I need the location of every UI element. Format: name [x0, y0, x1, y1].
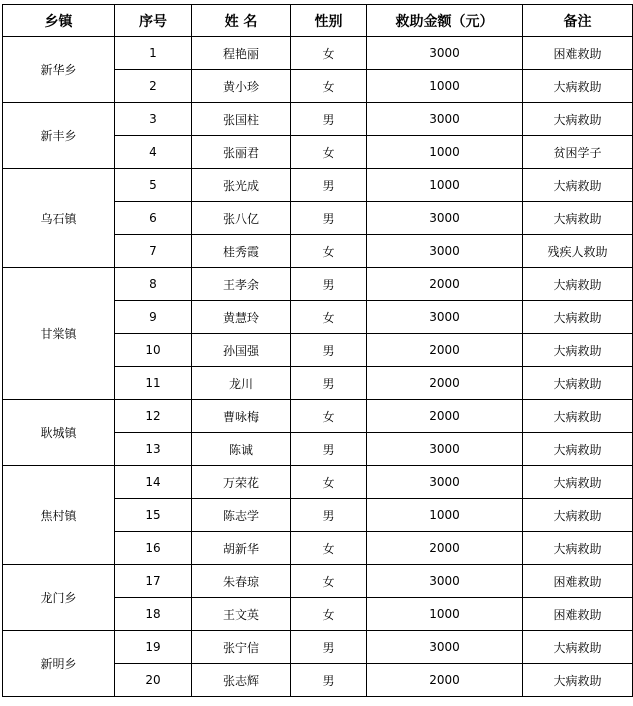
cell-town: 新华乡 — [3, 37, 115, 103]
cell-amount: 3000 — [367, 235, 523, 268]
table-row — [3, 631, 633, 664]
cell-note: 大病救助 — [523, 367, 633, 400]
cell-note: 大病救助 — [523, 301, 633, 334]
cell-amount: 3000 — [367, 301, 523, 334]
cell-name: 张光成 — [192, 169, 291, 202]
cell-no: 3 — [115, 103, 192, 136]
header-no: 序号 — [115, 5, 192, 37]
cell-name: 黄慧玲 — [192, 301, 291, 334]
cell-no: 15 — [115, 499, 192, 532]
header-town: 乡镇 — [3, 5, 115, 37]
cell-no: 16 — [115, 532, 192, 565]
cell-no: 8 — [115, 268, 192, 301]
cell-note: 大病救助 — [523, 202, 633, 235]
cell-note: 困难救助 — [523, 565, 633, 598]
cell-name: 万荣花 — [192, 466, 291, 499]
cell-sex: 男 — [291, 499, 367, 532]
cell-amount: 1000 — [367, 169, 523, 202]
cell-note: 大病救助 — [523, 664, 633, 697]
cell-name: 张宁信 — [192, 631, 291, 664]
table-row — [3, 466, 633, 499]
cell-no: 2 — [115, 70, 192, 103]
cell-name: 王文英 — [192, 598, 291, 631]
header-sex: 性别 — [291, 5, 367, 37]
cell-no: 11 — [115, 367, 192, 400]
cell-note: 贫困学子 — [523, 136, 633, 169]
cell-name: 龙川 — [192, 367, 291, 400]
cell-no: 18 — [115, 598, 192, 631]
table-row — [3, 37, 633, 70]
cell-sex: 男 — [291, 202, 367, 235]
cell-name: 朱春琼 — [192, 565, 291, 598]
header-note: 备注 — [523, 5, 633, 37]
cell-note: 大病救助 — [523, 334, 633, 367]
cell-sex: 男 — [291, 103, 367, 136]
cell-name: 曹咏梅 — [192, 400, 291, 433]
cell-sex: 男 — [291, 169, 367, 202]
cell-amount: 3000 — [367, 631, 523, 664]
table-row — [3, 565, 633, 598]
cell-sex: 女 — [291, 37, 367, 70]
cell-no: 7 — [115, 235, 192, 268]
cell-note: 大病救助 — [523, 169, 633, 202]
cell-town: 焦村镇 — [3, 466, 115, 565]
cell-no: 19 — [115, 631, 192, 664]
cell-sex: 男 — [291, 367, 367, 400]
cell-name: 陈诚 — [192, 433, 291, 466]
cell-sex: 女 — [291, 136, 367, 169]
cell-amount: 2000 — [367, 268, 523, 301]
cell-amount: 3000 — [367, 103, 523, 136]
cell-sex: 女 — [291, 565, 367, 598]
cell-name: 张国柱 — [192, 103, 291, 136]
cell-amount: 1000 — [367, 70, 523, 103]
cell-amount: 3000 — [367, 37, 523, 70]
cell-no: 17 — [115, 565, 192, 598]
cell-amount: 3000 — [367, 466, 523, 499]
cell-note: 大病救助 — [523, 433, 633, 466]
cell-note: 大病救助 — [523, 499, 633, 532]
header-amount: 救助金额（元） — [367, 5, 523, 37]
cell-name: 张丽君 — [192, 136, 291, 169]
cell-amount: 2000 — [367, 334, 523, 367]
cell-name: 孙国强 — [192, 334, 291, 367]
cell-sex: 男 — [291, 433, 367, 466]
cell-sex: 女 — [291, 235, 367, 268]
cell-note: 大病救助 — [523, 103, 633, 136]
cell-note: 困难救助 — [523, 37, 633, 70]
cell-note: 大病救助 — [523, 532, 633, 565]
cell-note: 残疾人救助 — [523, 235, 633, 268]
cell-name: 黄小珍 — [192, 70, 291, 103]
header-name: 姓 名 — [192, 5, 291, 37]
cell-sex: 女 — [291, 400, 367, 433]
cell-no: 1 — [115, 37, 192, 70]
table-header-row — [3, 5, 633, 37]
cell-amount: 2000 — [367, 367, 523, 400]
cell-name: 张志辉 — [192, 664, 291, 697]
cell-amount: 2000 — [367, 532, 523, 565]
table-row — [3, 103, 633, 136]
cell-name: 胡新华 — [192, 532, 291, 565]
cell-amount: 3000 — [367, 202, 523, 235]
table-row — [3, 268, 633, 301]
cell-town: 耿城镇 — [3, 400, 115, 466]
cell-sex: 女 — [291, 466, 367, 499]
cell-no: 20 — [115, 664, 192, 697]
cell-sex: 女 — [291, 532, 367, 565]
cell-amount: 1000 — [367, 598, 523, 631]
cell-no: 14 — [115, 466, 192, 499]
cell-amount: 3000 — [367, 433, 523, 466]
cell-name: 张八亿 — [192, 202, 291, 235]
cell-sex: 女 — [291, 301, 367, 334]
cell-town: 甘棠镇 — [3, 268, 115, 400]
cell-town: 新明乡 — [3, 631, 115, 697]
cell-sex: 女 — [291, 70, 367, 103]
cell-town: 龙门乡 — [3, 565, 115, 631]
cell-amount: 2000 — [367, 400, 523, 433]
cell-note: 大病救助 — [523, 268, 633, 301]
cell-note: 大病救助 — [523, 70, 633, 103]
cell-amount: 2000 — [367, 664, 523, 697]
cell-name: 王孝余 — [192, 268, 291, 301]
cell-no: 6 — [115, 202, 192, 235]
cell-no: 4 — [115, 136, 192, 169]
cell-amount: 1000 — [367, 136, 523, 169]
table-body — [3, 37, 633, 697]
cell-note: 大病救助 — [523, 631, 633, 664]
cell-amount: 3000 — [367, 565, 523, 598]
cell-no: 12 — [115, 400, 192, 433]
table-row — [3, 169, 633, 202]
cell-note: 大病救助 — [523, 466, 633, 499]
cell-sex: 男 — [291, 268, 367, 301]
cell-name: 陈志学 — [192, 499, 291, 532]
cell-sex: 男 — [291, 664, 367, 697]
cell-town: 新丰乡 — [3, 103, 115, 169]
cell-note: 困难救助 — [523, 598, 633, 631]
cell-sex: 女 — [291, 598, 367, 631]
cell-amount: 1000 — [367, 499, 523, 532]
cell-town: 乌石镇 — [3, 169, 115, 268]
table-row — [3, 400, 633, 433]
cell-sex: 男 — [291, 631, 367, 664]
cell-no: 13 — [115, 433, 192, 466]
cell-no: 5 — [115, 169, 192, 202]
cell-note: 大病救助 — [523, 400, 633, 433]
relief-table — [2, 4, 633, 697]
cell-sex: 男 — [291, 334, 367, 367]
cell-name: 程艳丽 — [192, 37, 291, 70]
cell-no: 9 — [115, 301, 192, 334]
cell-no: 10 — [115, 334, 192, 367]
cell-name: 桂秀霞 — [192, 235, 291, 268]
